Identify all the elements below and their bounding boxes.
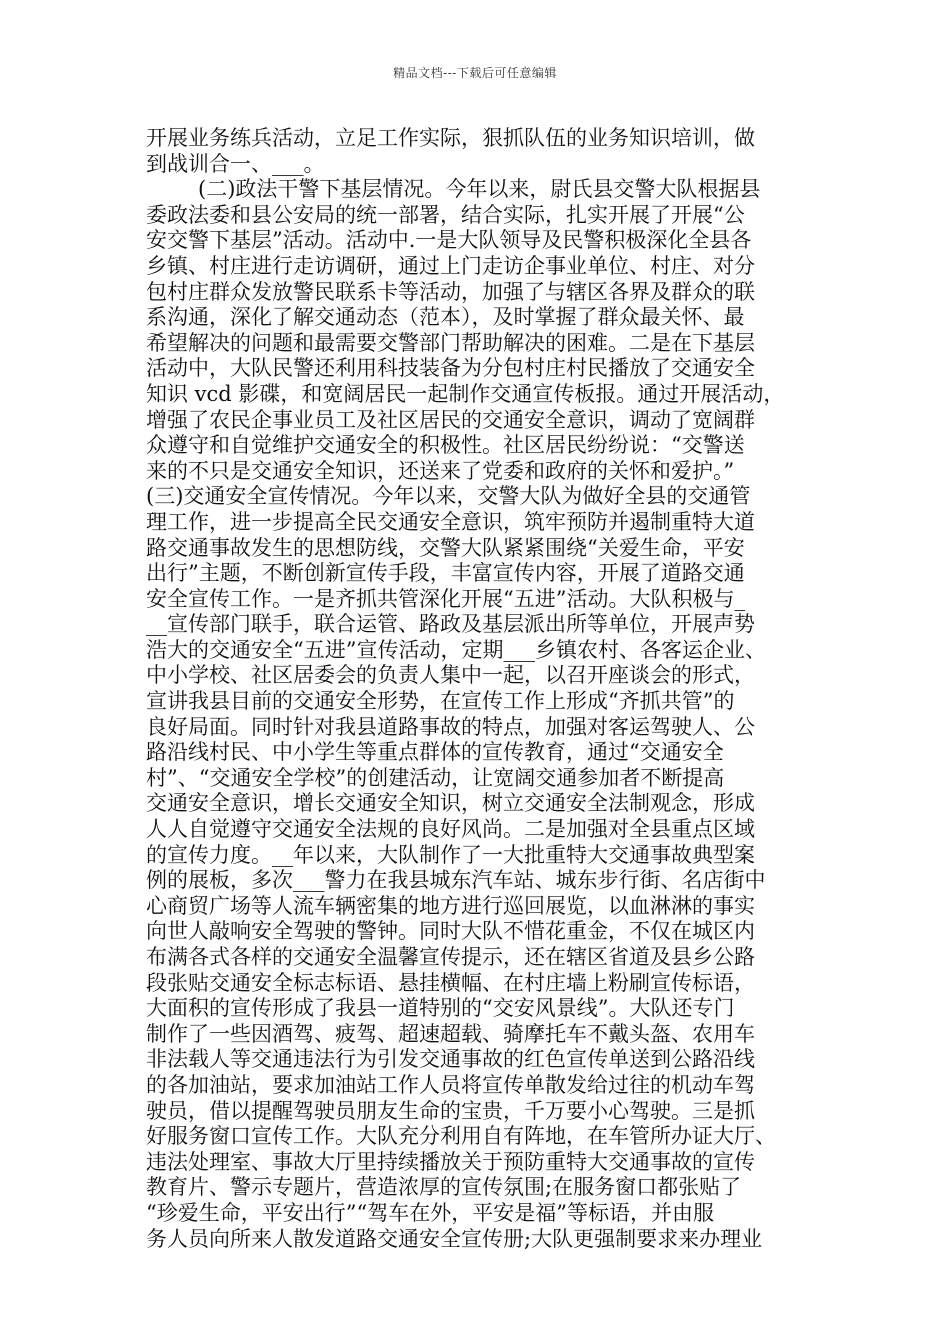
text-line: 宣讲我县目前的交通安全形势，在宣传工作上形成“齐抓共管”的 [146,689,735,714]
text-line: 心商贸广场等人流车辆密集的地方进行巡回展览，以血淋淋的事实 [146,893,755,918]
text-line: 大面积的宣传形成了我县一道特别的“交安风景线”。大队还专门 [146,996,735,1021]
text-line: 人人自觉遵守交通安全法规的良好风尚。二是加强对全县重点区域 [146,817,755,842]
text-line: 村”、“交通安全学校”的创建活动，让宽阔交通参加者不断提高 [146,765,725,790]
text-line: “珍爱生命，平安出行”“驾车在外，平安是福”等标语，并由服 [146,1200,714,1225]
text-line: 教育片、警示专题片，营造浓厚的宣传氛围;在服务窗口都张贴了 [146,1175,742,1200]
text-line: 活动中，大队民警还利用科技装备为分包村庄村民播放了交通安全 [146,356,755,381]
document-body [146,126,808,1252]
text-line: __宣传部门联手，联合运管、路政及基层派出所等单位，开展声势 [146,612,755,637]
text-line: 出行”主题，不断创新宣传手段，丰富宣传内容，开展了道路交通 [146,561,745,586]
text-line: 到战训合一、___。 [146,151,325,176]
text-line: 的各加油站，要求加油站工作人员将宣传单散发给过往的机动车驾 [146,1072,755,1097]
text-line: 知识 vcd 影碟，和宽阔居民一起制作交通宣传板报。通过开展活动， [146,381,785,406]
text-line: 交通安全意识，增长交通安全知识，树立交通安全法制观念，形成 [146,791,755,816]
text-line: 违法处理室、事故大厅里持续播放关于预防重特大交通事故的宣传 [146,1149,755,1174]
text-line: 布满各式各样的交通安全温馨宣传提示，还在辖区省道及县乡公路 [146,945,755,969]
text-line: 乡镇、村庄进行走访调研，通过上门走访企事业单位、村庄、对分 [146,253,755,278]
text-line: 开展业务练兵活动，立足工作实际，狠抓队伍的业务知识培训，做 [146,126,755,150]
text-line: 非法载人等交通违法行为引发交通事故的红色宣传单送到公路沿线 [146,1047,755,1072]
text-line: 来的不只是交通安全知识，还送来了党委和政府的关怀和爱护。” [146,458,735,483]
text-line: 增强了农民企事业员工及社区居民的交通安全意识，调动了宽阔群 [146,407,755,432]
text-line: 希望解决的问题和最需要交警部门帮助解决的困难。二是在下基层 [146,330,755,355]
text-line: 委政法委和县公安局的统一部署，结合实际，扎实开展了开展“公 [146,202,745,227]
text-line: 段张贴交通安全标志标语、悬挂横幅、在村庄墙上粉刷宣传标语， [146,970,755,995]
text-line: 中小学校、社区居委会的负责人集中一起，以召开座谈会的形式， [146,663,755,688]
text-line: 例的展板，多次___警力在我县城东汽车站、城东步行街、名店街中 [146,868,766,893]
page-header: 精品文档---下载后可任意编辑 [393,66,557,80]
text-line: 系沟通，深化了解交通动态（范本），及时掌握了群众最关怀、最 [146,305,745,330]
text-line: 包村庄群众发放警民联系卡等活动，加强了与辖区各界及群众的联 [146,279,755,304]
text-line: 好服务窗口宣传工作。大队充分利用自有阵地，在车管所办证大厅、 [146,1124,776,1149]
text-line: 路沿线村民、中小学生等重点群体的宣传教育，通过“交通安全 [146,740,724,765]
text-line: 向世人敲响安全驾驶的警钟。同时大队不惜花重金，不仅在城区内 [146,919,755,944]
text-line: 的宣传力度。__年以来，大队制作了一大批重特大交通事故典型案 [146,842,755,867]
text-line: 安全宣传工作。一是齐抓共管深化开展“五进”活动。大队积极与_ [146,586,745,611]
text-line: 安交警下基层”活动。活动中.一是大队领导及民警积极深化全县各 [146,228,752,253]
text-line: 路交通事故发生的思想防线，交警大队紧紧围绕“关爱生命，平安 [146,535,745,560]
text-line: 众遵守和自觉维护交通安全的积极性。社区居民纷纷说：“交警送 [146,433,745,458]
text-line: 制作了一些因酒驾、疲驾、超速超载、骑摩托车不戴头盔、农用车 [146,1021,755,1046]
text-line: (三)交通安全宣传情况。今年以来，交警大队为做好全县的交通管 [146,484,751,509]
text-line: 务人员向所来人散发道路交通安全宣传册;大队更强制要求来办理业 [146,1226,763,1251]
text-line: 浩大的交通安全“五进”宣传活动，定期___乡镇农村、各客运企业、 [146,637,766,662]
text-line: 良好局面。同时针对我县道路事故的特点，加强对客运驾驶人、公 [146,714,755,739]
text-line: (二)政法干警下基层情况。今年以来，尉氏县交警大队根据县 [198,177,761,202]
text-line: 理工作，进一步提高全民交通安全意识，筑牢预防并遏制重特大道 [146,509,755,534]
text-line: 驶员，借以提醒驾驶员朋友生命的宝贵，千万要小心驾驶。三是抓 [146,1098,755,1123]
